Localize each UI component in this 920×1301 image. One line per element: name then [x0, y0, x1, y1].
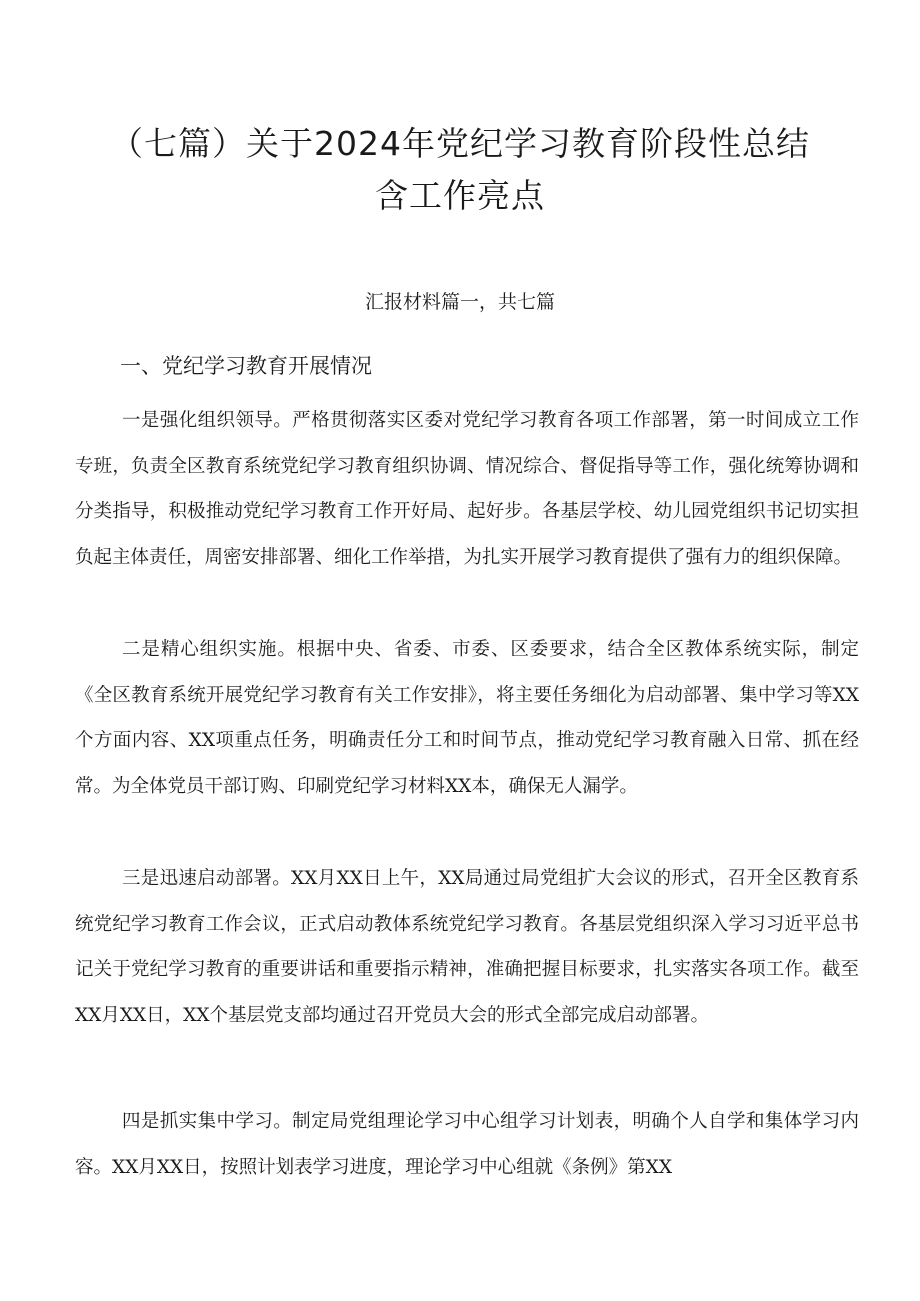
paragraph-focused-study: 四是抓实集中学习。制定局党组理论学习中心组学习计划表，明确个人自学和集体学习内容。XX月XX日，按照计划表学习进度，理论学习中心组就《条例》第XX [75, 1111, 859, 1178]
document-title: （七篇）关于2024年党纪学习教育阶段性总结含工作亮点 [110, 124, 810, 215]
section-heading: 一、党纪学习教育开展情况 [120, 354, 372, 378]
paragraph-organization-leadership: 一是强化组织领导。严格贯彻落实区委对党纪学习教育各项工作部署，第一时间成立工作专班，负责全区教育系统党纪学习教育组织协调、情况综合、督促指导等工作，强化统筹协调和分类指导，积极推动党纪学习教育工作开好局、起好步。各基层学校、幼儿园党组织书记切实担负起主体责任，周密安排部署、细化工作举措，为扎实开展学习教育提供了强有力的组织保障。 [75, 410, 859, 568]
paragraph-implementation: 二是精心组织实施。根据中央、省委、市委、区委要求，结合全区教体系统实际，制定《全区教育系统开展党纪学习教育有关工作安排》，将主要任务细化为启动部署、集中学习等XX个方面内容、XX项重点任务，明确责任分工和时间节点，推动党纪学习教育融入日常、抓在经常。为全体党员干部订购、印刷党纪学习材料XX本，确保无人漏学。 [75, 639, 859, 797]
paragraph-launch-deployment: 三是迅速启动部署。XX月XX日上午，XX局通过局党组扩大会议的形式，召开全区教育系统党纪学习教育工作会议，正式启动教体系统党纪学习教育。各基层党组织深入学习习近平总书记关于党纪学习教育的重要讲话和重要指示精神，准确把握目标要求，扎实落实各项工作。截至XX月XX日，XX个基层党支部均通过召开党员大会的形式全部完成启动部署。 [75, 868, 859, 1026]
document-subtitle: 汇报材料篇一，共七篇 [364, 291, 555, 313]
